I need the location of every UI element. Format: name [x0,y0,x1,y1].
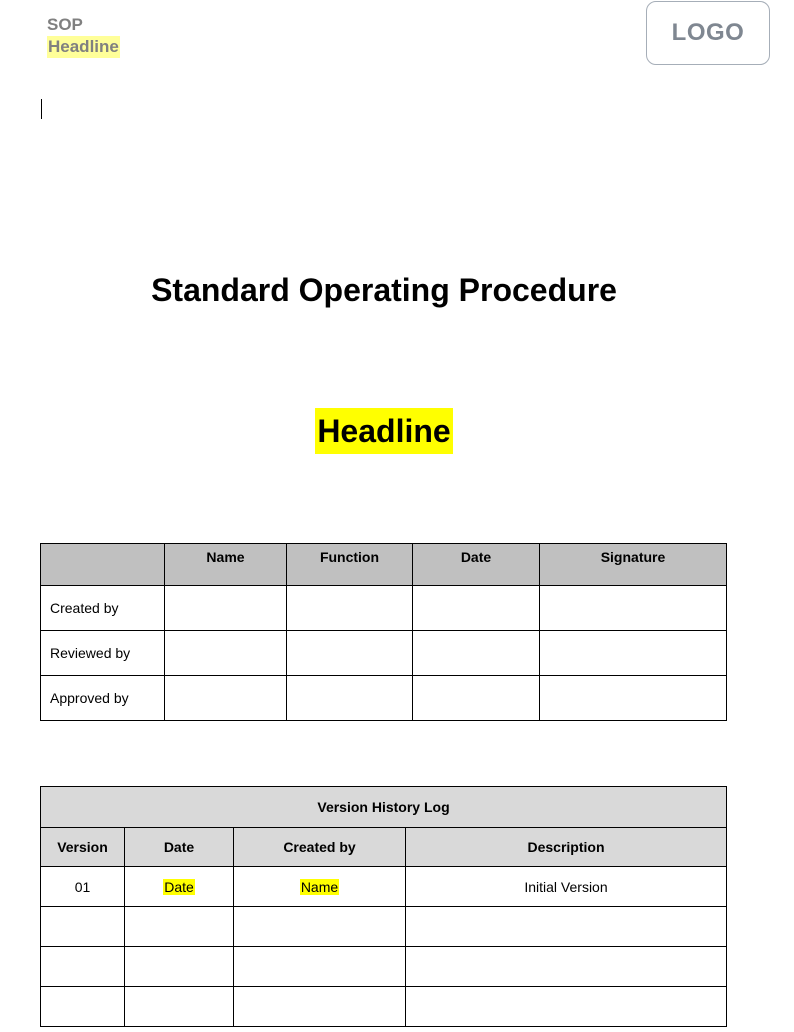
approval-table [40,543,727,721]
table-cell[interactable] [406,907,727,947]
approval-header-date: Date [413,544,540,586]
table-cell[interactable] [41,987,125,1027]
version-date-cell[interactable] [125,867,234,907]
header-headline: Headline [48,37,119,56]
version-history-title: Version History Log [41,787,727,828]
version-title-row [41,787,727,828]
table-cell[interactable] [413,631,540,676]
table-row [41,987,727,1027]
version-author: Name [300,878,339,895]
table-cell[interactable] [406,947,727,987]
table-cell[interactable] [540,676,727,721]
version-number[interactable]: 01 [41,867,125,907]
table-row [41,586,727,631]
table-cell[interactable] [287,631,413,676]
table-cell[interactable] [406,987,727,1027]
approval-header-row [41,544,727,586]
approval-header-name: Name [165,544,287,586]
row-label-created-by: Created by [41,586,165,631]
table-cell[interactable] [41,947,125,987]
document-headline-wrap [0,408,768,454]
version-history-table [40,786,727,1027]
table-cell[interactable] [234,947,406,987]
approval-header-cell [41,544,165,586]
table-cell[interactable] [125,987,234,1027]
row-label-approved-by: Approved by [41,676,165,721]
table-row [41,867,727,907]
version-header-row [41,828,727,867]
table-cell[interactable] [125,907,234,947]
table-cell[interactable] [287,586,413,631]
table-cell[interactable] [540,631,727,676]
table-cell[interactable] [165,676,287,721]
table-cell[interactable] [234,907,406,947]
version-description[interactable]: Initial Version [406,867,727,907]
table-cell[interactable] [540,586,727,631]
document-title: Standard Operating Procedure [151,272,617,308]
version-header-created-by: Created by [234,828,406,867]
version-author-cell[interactable] [234,867,406,907]
version-header-description: Description [406,828,727,867]
approval-header-signature: Signature [540,544,727,586]
document-headline: Headline [315,408,452,454]
table-cell[interactable] [41,907,125,947]
table-row [41,907,727,947]
table-cell[interactable] [125,947,234,987]
table-cell[interactable] [234,987,406,1027]
table-cell[interactable] [165,586,287,631]
version-header-version: Version [41,828,125,867]
table-cell[interactable] [287,676,413,721]
table-cell[interactable] [413,586,540,631]
page-header [47,14,120,58]
logo-placeholder: LOGO [646,1,770,65]
version-header-date: Date [125,828,234,867]
approval-header-function: Function [287,544,413,586]
text-cursor [41,99,42,119]
header-sop-label: SOP [47,15,83,34]
table-row [41,631,727,676]
table-cell[interactable] [165,631,287,676]
table-row [41,947,727,987]
version-date: Date [164,878,194,895]
row-label-reviewed-by: Reviewed by [41,631,165,676]
table-row [41,676,727,721]
table-cell[interactable] [413,676,540,721]
